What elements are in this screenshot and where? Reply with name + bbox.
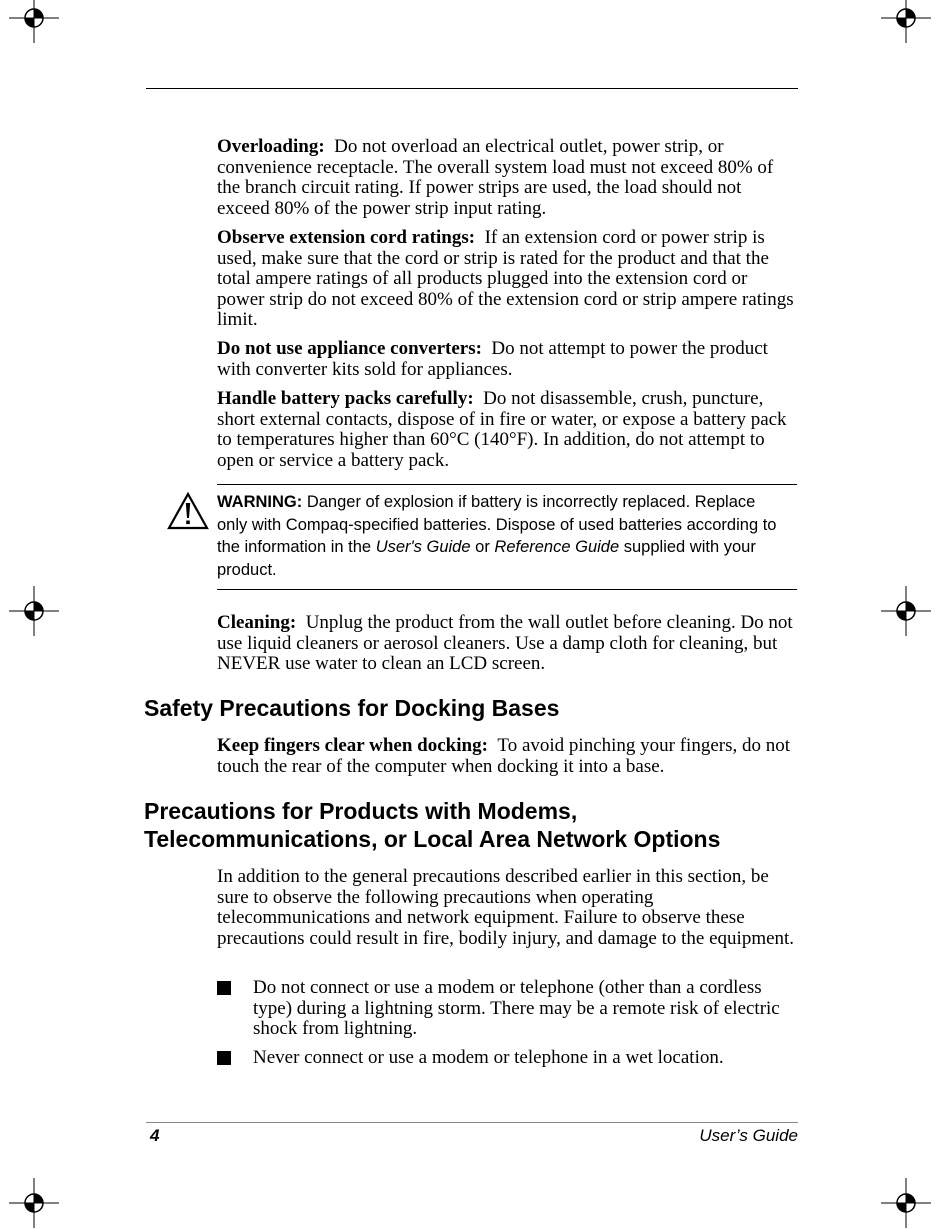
paragraph-cleaning (217, 613, 797, 675)
paragraph-appliance-converters (217, 339, 797, 380)
section-heading-docking: Safety Precautions for Docking Bases (144, 695, 560, 721)
section-heading-line: Precautions for Products with Modems, (144, 798, 578, 824)
warning-text (217, 491, 777, 581)
registration-mark-top-right (881, 0, 931, 43)
paragraph-body: Unplug the product from the wall outlet before cleaning. Do not use liquid cleaners or aerosol cleaners. Use a damp cloth for cleaning, but NEVER use water to clean an LCD screen. (217, 612, 793, 674)
warning-ref-reference-guide: Reference Guide (494, 538, 620, 556)
list-item-text: Do not connect or use a modem or telephone (other than a cordless type) during a lightning storm. There may be a remote risk of electric shock from lightning. (253, 977, 780, 1039)
registration-mark-bottom-right (881, 1178, 931, 1228)
paragraph-modems-intro (217, 867, 797, 949)
paragraph-lead: Overloading: (217, 136, 325, 157)
registration-mark-mid-right (881, 586, 931, 636)
section-heading-modems (144, 797, 720, 853)
paragraph-body: Do not overload an electrical outlet, power strip, or convenience receptacle. The overall system load must not exceed 80% of the branch circuit rating. If power strips are used, the load should not exceed 80% of the power strip input rating. (217, 136, 774, 219)
paragraph-overloading (217, 137, 797, 219)
header-rule (146, 88, 798, 89)
warning-or: or (475, 538, 490, 556)
warning-text-part2: supplied with your product. (217, 538, 756, 579)
paragraph-body: To avoid pinching your fingers, do not touch the rear of the computer when docking it into a base. (217, 735, 791, 777)
paragraph-battery-packs (217, 389, 797, 471)
paragraph-lead: Keep fingers clear when docking: (217, 735, 488, 756)
section-heading-line: Telecommunications, or Local Area Network Options (144, 826, 721, 852)
footer-rule (146, 1122, 798, 1123)
warning-ref-users-guide: User's Guide (375, 538, 471, 556)
footer-title: User’s Guide (699, 1126, 798, 1145)
list-item-text: Never connect or use a modem or telephone in a wet location. (253, 1047, 724, 1068)
paragraph-lead: Handle battery packs carefully: (217, 388, 474, 409)
registration-mark-bottom-left (9, 1178, 59, 1228)
paragraph-lead: Observe extension cord ratings: (217, 227, 476, 248)
paragraph-body: Do not attempt to power the product with converter kits sold for appliances. (217, 338, 768, 380)
bullet-square-icon (217, 981, 231, 995)
paragraph-lead: Do not use appliance converters: (217, 338, 482, 359)
paragraph-docking (217, 736, 797, 777)
warning-label: WARNING: (217, 493, 303, 511)
registration-mark-top-left (9, 0, 59, 43)
page-number: 4 (150, 1126, 160, 1145)
paragraph-body: Do not disassemble, crush, puncture, short external contacts, dispose of in fire or water, or expose a battery pack to temperatures higher than 60°C (140°F). In addition, do not attempt to open or service a battery pack. (217, 388, 787, 471)
paragraph-body: In addition to the general precautions described earlier in this section, be sure to observe the following precautions when operating telecommunications and network equipment. Failure to observe these precautions could result in fire, bodily injury, and damage to the equipment. (217, 866, 795, 949)
warning-box (217, 484, 797, 590)
registration-mark-mid-left (9, 586, 59, 636)
paragraph-body: If an extension cord or power strip is used, make sure that the cord or strip is rated for the product and that the total ampere ratings of all products plugged into the extension cord or power strip do not exceed 80% of the extension cord or strip ampere ratings limit. (217, 227, 794, 330)
warning-triangle-icon (166, 491, 210, 531)
paragraph-lead: Cleaning: (217, 612, 297, 633)
warning-text-part1: Danger of explosion if battery is incorrectly replaced. Replace only with Compaq-specified batteries. Dispose of used batteries according to the information in the (217, 493, 777, 556)
bullet-square-icon (217, 1051, 231, 1065)
paragraph-extension-cord (217, 228, 797, 331)
